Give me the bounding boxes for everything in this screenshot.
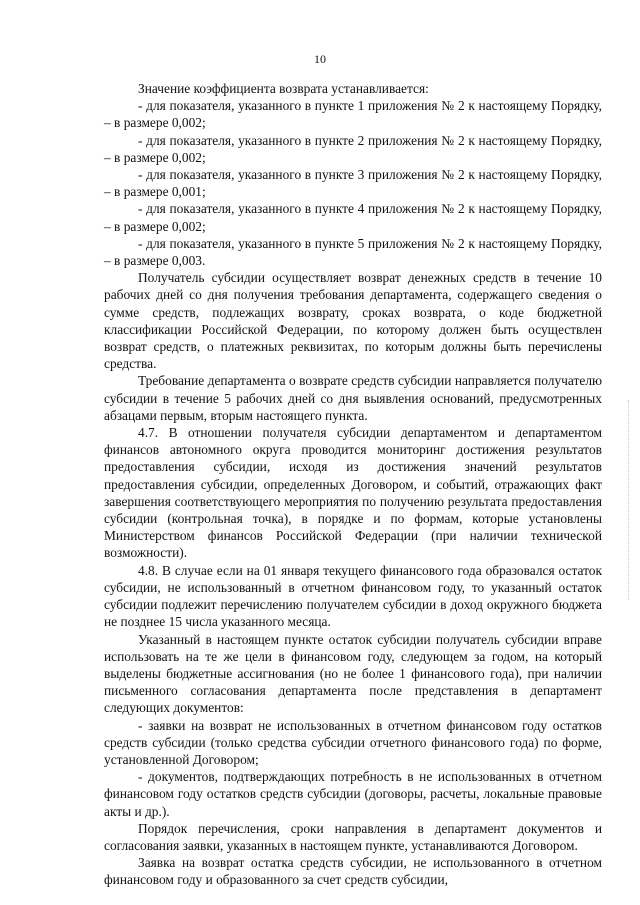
list-item: - документов, подтверждающих потребность в не использованных в отчетном финансовом году остатков средств субсидии (договоры, расчеты, локальные правовые акты и др.). (104, 769, 602, 819)
paragraph: Порядок перечисления, сроки направления в департамент документов и согласования заявки, указанных в настоящем пункте, устанавливаются Договором. (104, 820, 602, 853)
paragraph: Требование департамента о возврате средств субсидии направляется получателю субсидии в течение 5 рабочих дней со дня выявления оснований, предусмотренных абзацами первым, вторым настоящего пункта. (104, 373, 602, 423)
list-item: - для показателя, указанного в пункте 4 приложения № 2 к настоящему Порядку, – в размере 0,002; (104, 201, 602, 234)
paragraph: 4.7. В отношении получателя субсидии департаментом и департаментом финансов автономного округа проводится мониторинг достижения результатов предоставления субсидии, исходя из достижения значений результатов предоставления субсидии, определенных Договором, и событий, отражающих факт завершения соответствующего мероприятия по получению результата предоставления субсидии (контрольная точка), в порядке и по формам, которые установлены Министерством финансов Российской Федерации (при наличии технической возможности). (104, 425, 602, 561)
list-item: - заявки на возврат не использованных в отчетном финансовом году остатков средств субсидии (только средства субсидии отчетного финансового года) по форме, установленной Договором; (104, 717, 602, 767)
list-item: - для показателя, указанного в пункте 2 приложения № 2 к настоящему Порядку, – в размере 0,002; (104, 132, 602, 165)
list-item: - для показателя, указанного в пункте 3 приложения № 2 к настоящему Порядку, – в размере 0,001; (104, 167, 602, 200)
paragraph: Значение коэффициента возврата устанавливается: (138, 81, 429, 96)
list-item: - для показателя, указанного в пункте 5 приложения № 2 к настоящему Порядку, – в размере 0,003. (104, 235, 602, 269)
list-item: - для показателя, указанного в пункте 1 приложения № 2 к настоящему Порядку, – в размере 0,002; (104, 98, 602, 131)
paragraph: 4.8. В случае если на 01 января текущего финансового года образовался остаток субсидии, не использованный в отчетном финансовом году, то указанный остаток субсидии подлежит перечислению получателем субсидии в доход окружного бюджета не позднее 15 числа указанного месяца. (104, 562, 602, 630)
page-number: 10 (314, 52, 326, 66)
paragraph: Указанный в настоящем пункте остаток субсидии получатель субсидии вправе использовать на те же цели в финансовом году, следующем за годом, на который выделены бюджетные ассигнования (но не более 1 финансового года), при наличии письменного согласования департамента после представления в департамент следующих документов: (104, 631, 602, 716)
paragraph: Заявка на возврат остатка средств субсидии, не использованного в отчетном финансовом году и образованного за счет средств субсидии, (104, 855, 602, 888)
margin-scan-mark (628, 400, 633, 600)
paragraph: Получатель субсидии осуществляет возврат денежных средств в течение 10 рабочих дней со дня получения требования департамента, содержащего сведения о сумме средств, подлежащих возврату, сроках возврата, о коде бюджетной классификации Российской Федерации, по которому должен быть осуществлен возврат средств, о платежных реквизитах, по которым должны быть перечислены средства. (104, 270, 602, 372)
document-body (104, 80, 602, 889)
